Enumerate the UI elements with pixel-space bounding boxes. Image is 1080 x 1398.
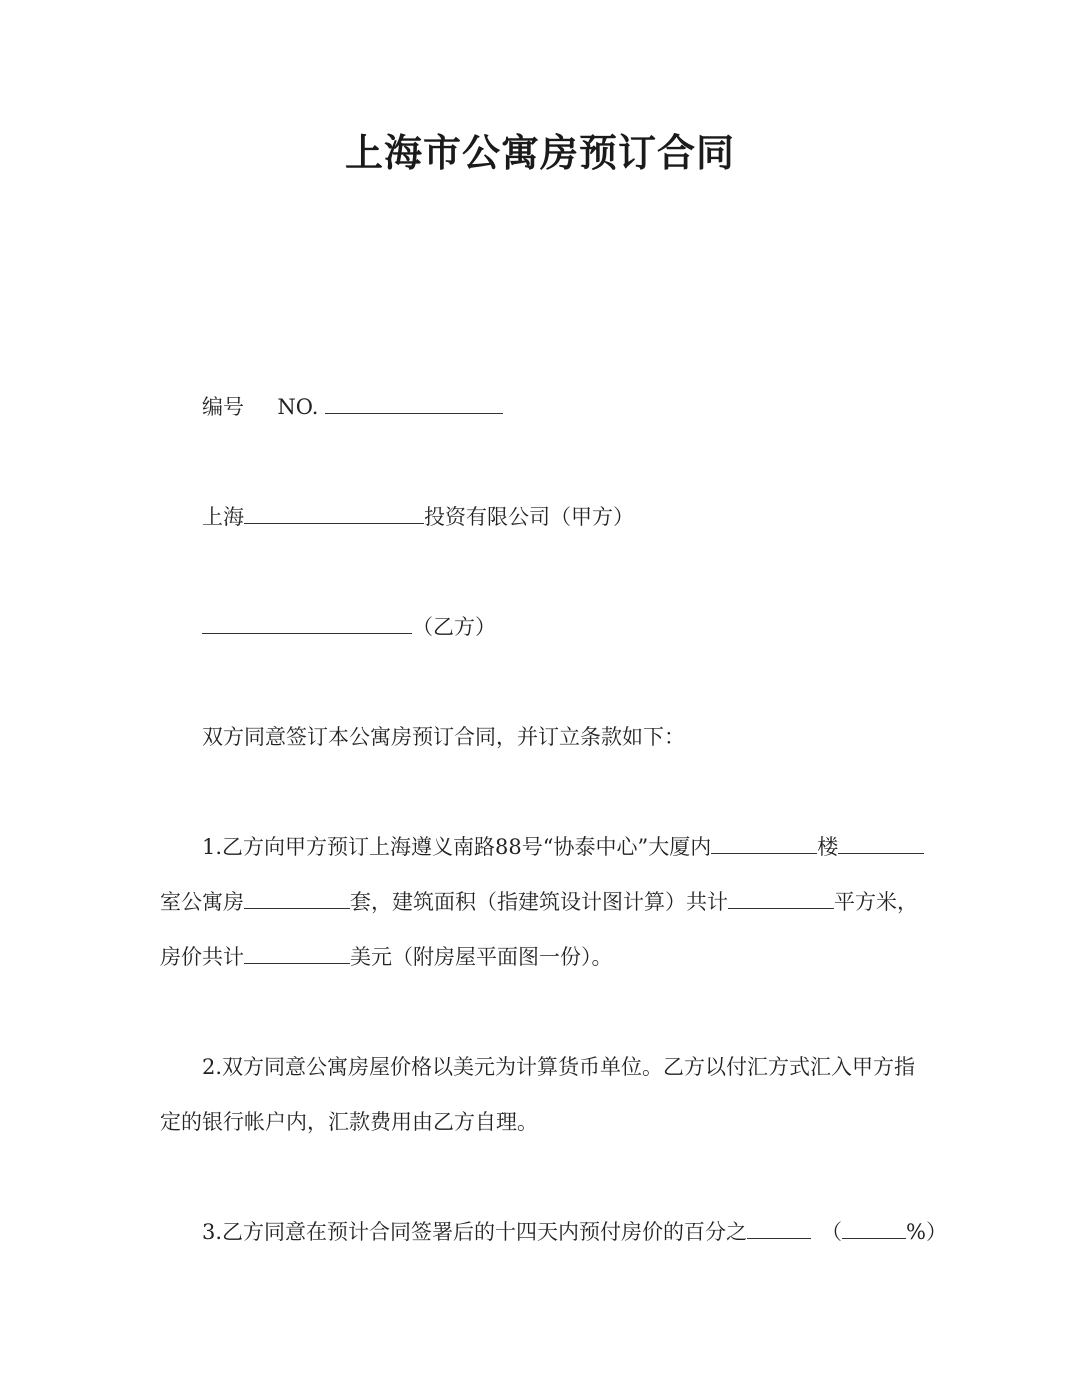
clause1-text-f: 房价共计 <box>160 945 244 969</box>
clause2-line2: 定的银行帐户内，汇款费用由乙方自理。 <box>160 1110 538 1134</box>
intro-paragraph: 双方同意签订本公寓房预订合同，并订立条款如下： <box>202 725 685 749</box>
clause2-line1: 2.双方同意公寓房屋价格以美元为计算货币单位。乙方以付汇方式汇入甲方指 <box>202 1055 916 1079</box>
clause1-line1 <box>202 832 924 862</box>
room-blank <box>838 833 924 854</box>
party-a-suffix: 投资有限公司（甲方） <box>424 505 634 529</box>
party-a-prefix: 上海 <box>202 505 244 529</box>
party-a-line <box>202 502 634 532</box>
clause1-text-d: 套，建筑面积（指建筑设计图计算）共计 <box>350 890 728 914</box>
clause3-text-b: （ <box>821 1220 843 1244</box>
clause3-text-c: %） <box>906 1220 948 1244</box>
clause1-text-c: 室公寓房 <box>160 890 244 914</box>
party-b-suffix: （乙方） <box>412 615 496 639</box>
clause1-text-e: 平方米， <box>834 890 918 914</box>
party-b-blank <box>202 613 412 634</box>
contract-number-line <box>202 392 503 422</box>
number-prefix: NO. <box>277 395 319 419</box>
clause1-text-b: 楼 <box>817 835 839 859</box>
clause1-line2 <box>160 887 918 917</box>
unit-count-blank <box>244 888 350 909</box>
percent-words-blank <box>747 1218 811 1239</box>
clause3-line1 <box>202 1217 947 1247</box>
clause1-text-g: 美元（附房屋平面图一份）。 <box>350 945 613 969</box>
area-blank <box>728 888 834 909</box>
percent-number-blank <box>842 1218 906 1239</box>
clause1-text-a: 1.乙方向甲方预订上海遵义南路88号“协泰中心”大厦内 <box>202 835 712 859</box>
party-a-blank <box>244 503 424 524</box>
clause1-line3 <box>160 942 613 972</box>
number-blank <box>325 393 503 414</box>
number-label: 编号 <box>202 395 244 419</box>
price-blank <box>244 943 350 964</box>
clause3-text-a: 3.乙方同意在预计合同签署后的十四天内预付房价的百分之 <box>202 1220 748 1244</box>
floor-blank <box>711 833 817 854</box>
party-b-line <box>202 612 496 642</box>
document-title: 上海市公寓房预订合同 <box>344 131 735 175</box>
